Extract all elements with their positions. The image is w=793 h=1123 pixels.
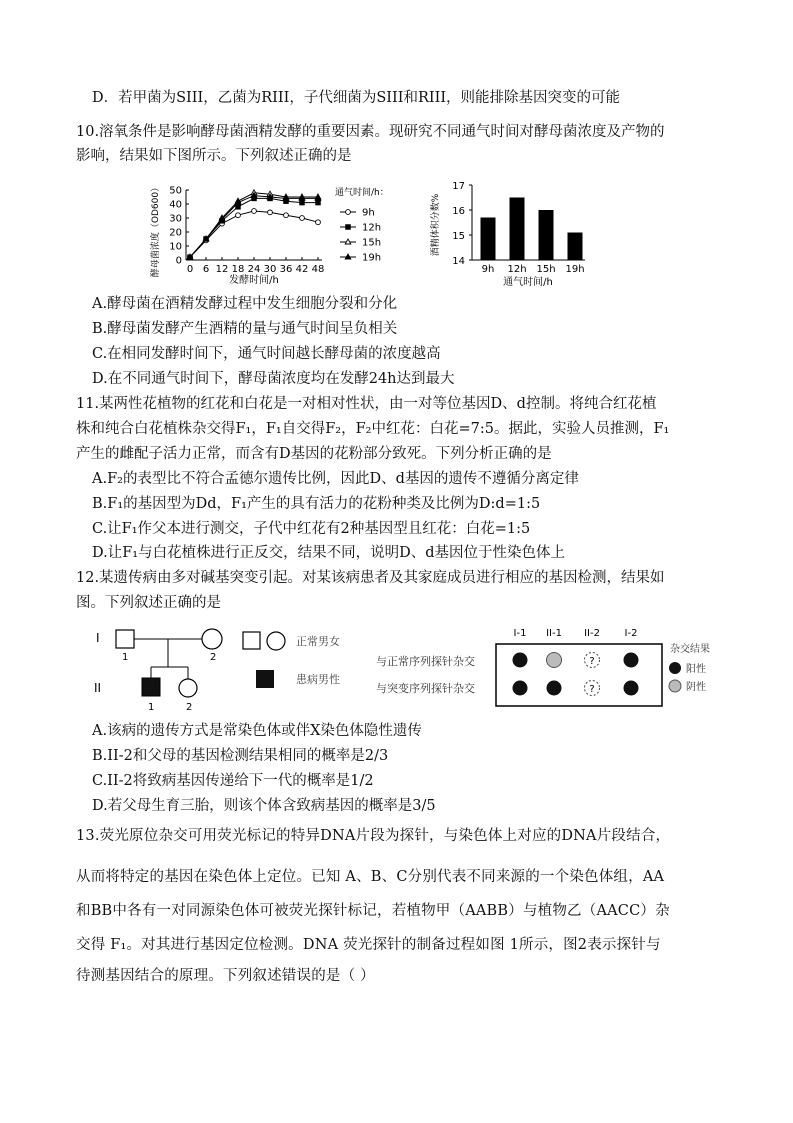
dot-r2-ii2-question: ? — [589, 684, 595, 695]
i1-male-normal — [116, 630, 134, 648]
dot-r1-ii2-question: ? — [589, 656, 595, 667]
line-point-9h — [316, 220, 321, 225]
legend-positive-dot — [669, 662, 681, 674]
ii2-number: 2 — [186, 702, 193, 713]
ii1-number: 1 — [148, 702, 155, 713]
line-chart-xtick-label: 12 — [215, 264, 229, 275]
line-series-19h — [190, 196, 318, 258]
dot-r1-i1-positive — [513, 653, 528, 668]
bar-9h — [481, 218, 496, 261]
bar-chart — [429, 181, 585, 288]
legend-negative-label: 阴性 — [686, 682, 706, 693]
line-point-9h — [268, 210, 273, 215]
q11-stem-line2: 株和纯合白花植株杂交得F₁，F₁自交得F₂，F₂中红花：白花=7:5。据此，实验人员推测，F₁ — [76, 421, 670, 437]
q12-stem-line2: 图。下列叙述正确的是 — [76, 595, 221, 611]
dot-r2-ii1-positive — [547, 681, 562, 696]
legend-label-9h: 9h — [362, 207, 375, 219]
bar-category-label: 19h — [565, 264, 585, 275]
q12-probe-table — [370, 622, 722, 712]
line-point-9h — [284, 213, 289, 218]
q12-stem-line1: 12.某遗传病由多对碱基突变引起。对某该病患者及其家庭成员进行相应的基因检测，结果如 — [76, 570, 665, 586]
line-chart-ytick-label: 10 — [169, 241, 182, 253]
bar-chart-ytick-label: 17 — [452, 181, 465, 192]
result-title: 杂交结果 — [670, 644, 710, 655]
q10-charts — [140, 175, 590, 290]
q11-stem-line1: 11.某两性花植物的红花和白花是一对相对性状，由一对等位基因D、d控制。将纯合红花植 — [76, 396, 657, 412]
line-chart-xtick-label: 36 — [279, 264, 293, 275]
ii2-female-normal — [179, 679, 197, 697]
line-chart-ytick-label: 50 — [169, 185, 182, 197]
q12-option-a: A.该病的遗传方式是常染色体或伴X染色体隐性遗传 — [92, 723, 422, 739]
line-chart-xtick-label: 24 — [247, 264, 261, 275]
q9-option-d: D．若甲菌为SIII，乙菌为RIII，子代细菌为SIII和RIII，则能排除基因突变的可能 — [92, 90, 621, 106]
i1-number: 1 — [122, 652, 129, 663]
q12-option-b: B.II-2和父母的基因检测结果相同的概率是2/3 — [92, 748, 389, 764]
legend-normal-female-icon — [267, 632, 285, 650]
q11-option-c: C.让F₁作父本进行测交，子代中红花有2种基因型且红花：白花=1:5 — [92, 521, 531, 537]
q12-option-c: C.II-2将致病基因传递给下一代的概率是1/2 — [92, 773, 374, 789]
bar-category-label: 9h — [481, 264, 495, 275]
line-chart-ylabel: 酵母菌浓度（OD600） — [151, 182, 161, 278]
line-chart-xlabel: 发酵时间/h — [229, 275, 279, 286]
dot-r2-i1-positive — [513, 681, 528, 696]
q11-option-a: A.F₂的表型比不符合孟德尔遗传比例，因此D、d基因的遗传不遵循分离定律 — [92, 471, 579, 487]
bar-15h — [539, 210, 554, 260]
q10-option-c: C.在相同发酵时间下，通气时间越长酵母菌的浓度越高 — [92, 346, 441, 362]
line-chart-ytick-label: 0 — [175, 255, 182, 267]
row2-label: 与突变序列探针杂交 — [376, 682, 475, 695]
bar-12h — [510, 198, 525, 261]
line-chart-xtick-label: 0 — [186, 264, 194, 275]
line-series-12h — [190, 198, 318, 257]
row1-label: 与正常序列探针杂交 — [376, 655, 475, 668]
bar-chart-xlabel: 通气时间/h — [503, 277, 553, 288]
q11-stem-line3: 产生的雌配子活力正常，而含有D基因的花粉部分致死。下列分析正确的是 — [76, 446, 552, 462]
q11-option-d: D.让F₁与白花植株进行正反交，结果不同，说明D、d基因位于性染色体上 — [92, 545, 565, 561]
q10-stem-line2: 影响，结果如下图所示。下列叙述正确的是 — [76, 148, 352, 164]
line-chart — [149, 183, 389, 286]
line-chart-xtick-label: 18 — [231, 264, 245, 275]
q13-line5: 待测基因结合的原理。下列叙述错误的是（ ） — [76, 968, 375, 984]
q10-option-a: A.酵母菌在酒精发酵过程中发生细胞分裂和分化 — [92, 296, 398, 312]
q10-stem-line1: 10.溶氧条件是影响酵母菌酒精发酵的重要因素。现研究不同通气时间对酵母菌浓度及产物的 — [76, 124, 665, 140]
legend-label-12h: 12h — [362, 222, 382, 234]
bar-19h — [568, 233, 583, 261]
legend-label-15h: 15h — [362, 237, 382, 249]
bar-category-label: 12h — [507, 264, 527, 275]
dot-r1-i2-positive — [624, 653, 639, 668]
q13-line3: 和BB中各有一对同源染色体可被荧光探针标记，若植物甲（AABB）与植物乙（AACC）杂 — [76, 903, 670, 919]
q12-pedigree — [88, 622, 358, 717]
line-chart-xtick-label: 6 — [202, 264, 210, 275]
generation-i-label: I — [96, 631, 100, 645]
line-point-12h — [316, 200, 321, 205]
i2-female-normal — [202, 629, 222, 649]
ii1-male-affected — [142, 678, 160, 696]
line-chart-legend-title: 通气时间/h： — [335, 188, 389, 198]
line-point-9h — [236, 213, 241, 218]
line-chart-ytick-label: 30 — [169, 213, 182, 225]
line-chart-ytick-label: 20 — [169, 227, 182, 239]
legend-affected-male-icon — [256, 670, 274, 688]
bar-chart-ytick-label: 14 — [452, 256, 465, 267]
line-chart-xtick-label: 30 — [263, 264, 277, 275]
col-ii2: II-2 — [584, 628, 600, 639]
q11-option-b: B.F₁的基因型为Dd，F₁产生的具有活力的花粉种类及比例为D:d=1:5 — [92, 496, 541, 512]
line-point-9h — [300, 216, 305, 221]
legend-negative-dot — [669, 680, 681, 692]
bar-chart-ytick-label: 15 — [452, 231, 465, 242]
line-point-9h — [252, 209, 257, 214]
legend-label-19h: 19h — [362, 252, 382, 264]
line-point-12h — [236, 205, 241, 210]
dot-r1-ii1-negative — [547, 653, 562, 668]
dot-r2-i2-positive — [624, 681, 639, 696]
legend-affected-label: 患病男性 — [296, 673, 340, 686]
line-point-12h — [300, 200, 305, 205]
legend-marker-12h — [346, 225, 351, 230]
legend-normal-label: 正常男女 — [296, 635, 340, 648]
line-chart-xtick-label: 48 — [311, 264, 325, 275]
col-i1: I-1 — [513, 628, 527, 639]
q13-line1: 13.荧光原位杂交可用荧光标记的特异DNA片段为探针，与染色体上对应的DNA片段结合， — [76, 828, 671, 844]
bar-chart-ylabel: 酒精体积分数% — [431, 193, 441, 257]
q10-option-b: B.酵母菌发酵产生酒精的量与通气时间呈负相关 — [92, 321, 398, 337]
q13-line4: 交得 F₁。对其进行基因定位检测。DNA 荧光探针的制备过程如图 1所示，图2表示探针与 — [76, 937, 661, 953]
q12-option-d: D.若父母生育三胎，则该个体含致病基因的概率是3/5 — [92, 798, 436, 814]
bar-chart-ytick-label: 16 — [452, 206, 465, 217]
legend-marker-9h — [346, 210, 351, 215]
line-chart-xtick-label: 42 — [295, 264, 309, 275]
i2-number: 2 — [210, 652, 217, 663]
generation-ii-label: II — [94, 681, 102, 695]
q13-line2: 从而将特定的基因在染色体上定位。已知 A、B、C分别代表不同来源的一个染色体组，AA — [76, 869, 665, 885]
legend-positive-label: 阳性 — [686, 664, 706, 675]
col-i2: I-2 — [624, 628, 638, 639]
legend-normal-male-icon — [243, 632, 260, 649]
col-ii1: II-1 — [546, 628, 562, 639]
q10-option-d: D.在不同通气时间下，酵母菌浓度均在发酵24h达到最大 — [92, 371, 455, 387]
bar-category-label: 15h — [536, 264, 556, 275]
line-chart-ytick-label: 40 — [169, 199, 182, 211]
